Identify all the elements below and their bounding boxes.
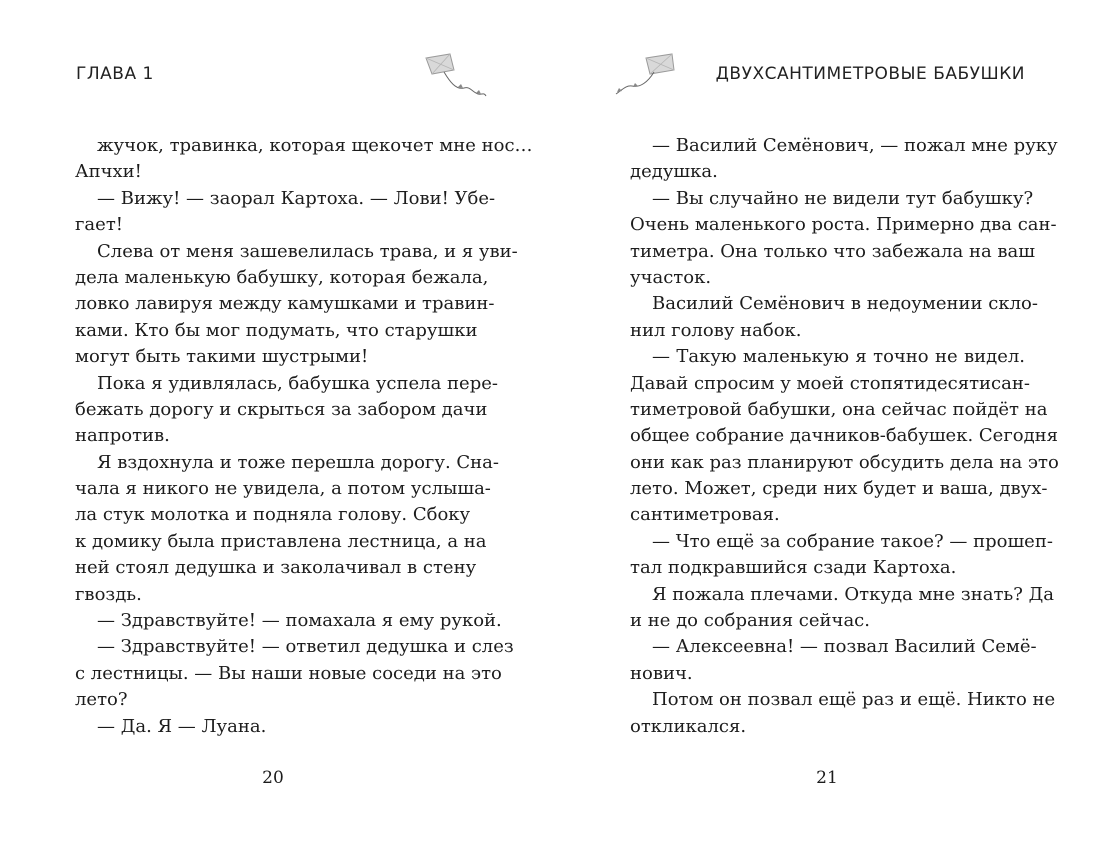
text-line: ла стук молотка и подняла голову. Сбоку: [75, 504, 471, 526]
text-line: могут быть такими шустрыми!: [75, 346, 369, 368]
text-line: жучок, травинка, которая щекочет мне нос…: [97, 135, 533, 156]
text-line: Я вздохнула и тоже перешла дорогу. Сна-: [97, 451, 499, 473]
text-line: Слева от меня зашевелилась трава, и я уви-: [97, 240, 518, 262]
text-line: лето. Может, среди них будет и ваша, двух-: [630, 478, 1048, 500]
text-line: Василий Семёнович в недоумении скло-: [652, 293, 1038, 315]
paragraph: [75, 133, 533, 186]
text-line: Потом он позвал ещё раз и ещё. Никто не: [652, 689, 1056, 711]
text-line: чала я никого не увидела, а потом услыша-: [75, 478, 491, 500]
running-head-right: ДВУХСАНТИМЕТРОВЫЕ БАБУШКИ: [715, 64, 1025, 84]
text-line: — Василий Семёнович, — пожал мне руку: [652, 135, 1058, 156]
text-line: нович.: [630, 662, 693, 684]
text-line: тиметровой бабушки, она сейчас пойдёт на: [630, 398, 1048, 420]
text-line: ней стоял дедушка и заколачивал в стену: [75, 557, 477, 579]
body-text-right: [630, 133, 1059, 740]
page-number-left: 20: [262, 768, 284, 788]
paragraph: [75, 608, 502, 634]
text-line: — Вижу! — заорал Картоха. — Лови! Убе-: [97, 187, 496, 209]
kite-illustration-left: [420, 50, 490, 104]
paragraph: [75, 371, 498, 450]
paragraph: [75, 450, 499, 608]
paragraph: [75, 239, 518, 371]
text-line: Давай спросим у моей стопятидесятисан-: [630, 372, 1030, 394]
paragraph: [75, 634, 514, 713]
text-line: ками. Кто бы мог подумать, что старушки: [75, 319, 478, 341]
text-line: Пока я удивлялась, бабушка успела пере-: [97, 372, 498, 394]
text-line: дедушка.: [630, 161, 718, 183]
text-line: напротив.: [75, 425, 170, 447]
text-line: — Что ещё за собрание такое? — прошеп-: [652, 530, 1053, 552]
paragraph: [75, 186, 496, 239]
text-line: гает!: [75, 214, 124, 236]
text-line: тиметра. Она только что забежала на ваш: [630, 240, 1035, 262]
text-line: ловко лавируя между камушками и травин-: [75, 293, 495, 315]
text-line: — Алексеевна! — позвал Василий Семё-: [652, 636, 1037, 658]
paragraph: [630, 634, 1037, 687]
text-line: лето?: [75, 689, 128, 711]
kite-illustration-right: [610, 50, 680, 104]
text-line: и не до собрания сейчас.: [630, 610, 870, 632]
paragraph: [630, 186, 1057, 292]
paragraph: [630, 582, 1054, 635]
text-line: — Да. Я — Луана.: [97, 715, 267, 737]
text-line: нил голову набок.: [630, 319, 802, 341]
text-line: Апчхи!: [75, 161, 142, 183]
body-text-left: [75, 133, 533, 740]
text-line: Очень маленького роста. Примерно два сан-: [630, 214, 1057, 236]
text-line: участок.: [630, 266, 712, 288]
text-line: Я пожала плечами. Откуда мне знать? Да: [652, 583, 1054, 605]
text-line: — Вы случайно не видели тут бабушку?: [652, 187, 1034, 209]
paragraph: [630, 291, 1038, 344]
paragraph: [75, 714, 470, 740]
running-head-left: ГЛАВА 1: [76, 64, 154, 84]
text-line: они как раз планируют обсудить дела на это: [630, 451, 1059, 473]
paragraph: [630, 133, 1058, 186]
paragraph: [630, 344, 1059, 529]
paragraph: [630, 687, 1056, 740]
text-line: бежать дорогу и скрыться за забором дачи: [75, 398, 488, 420]
text-line: дела маленькую бабушку, которая бежала,: [75, 266, 489, 288]
text-line: общее собрание дачников-бабушек. Сегодня: [630, 425, 1059, 447]
text-line: с лестницы. — Вы наши новые соседи на это: [75, 662, 502, 684]
text-line: — Здравствуйте! — ответил дедушка и слез: [97, 636, 514, 658]
right-page: [550, 0, 1100, 845]
text-line: — Такую маленькую я точно не видел.: [652, 346, 1025, 368]
text-line: гвоздь.: [75, 583, 142, 605]
text-line: сантиметровая.: [630, 504, 780, 526]
text-line: — Здравствуйте! — помахала я ему рукой.: [97, 610, 502, 632]
page-number-right: 21: [816, 768, 838, 788]
text-line: откликался.: [630, 715, 747, 737]
paragraph: [630, 529, 1053, 582]
text-line: тал подкравшийся сзади Картоха.: [630, 557, 957, 579]
text-line: к домику была приставлена лестница, а на: [75, 530, 487, 552]
